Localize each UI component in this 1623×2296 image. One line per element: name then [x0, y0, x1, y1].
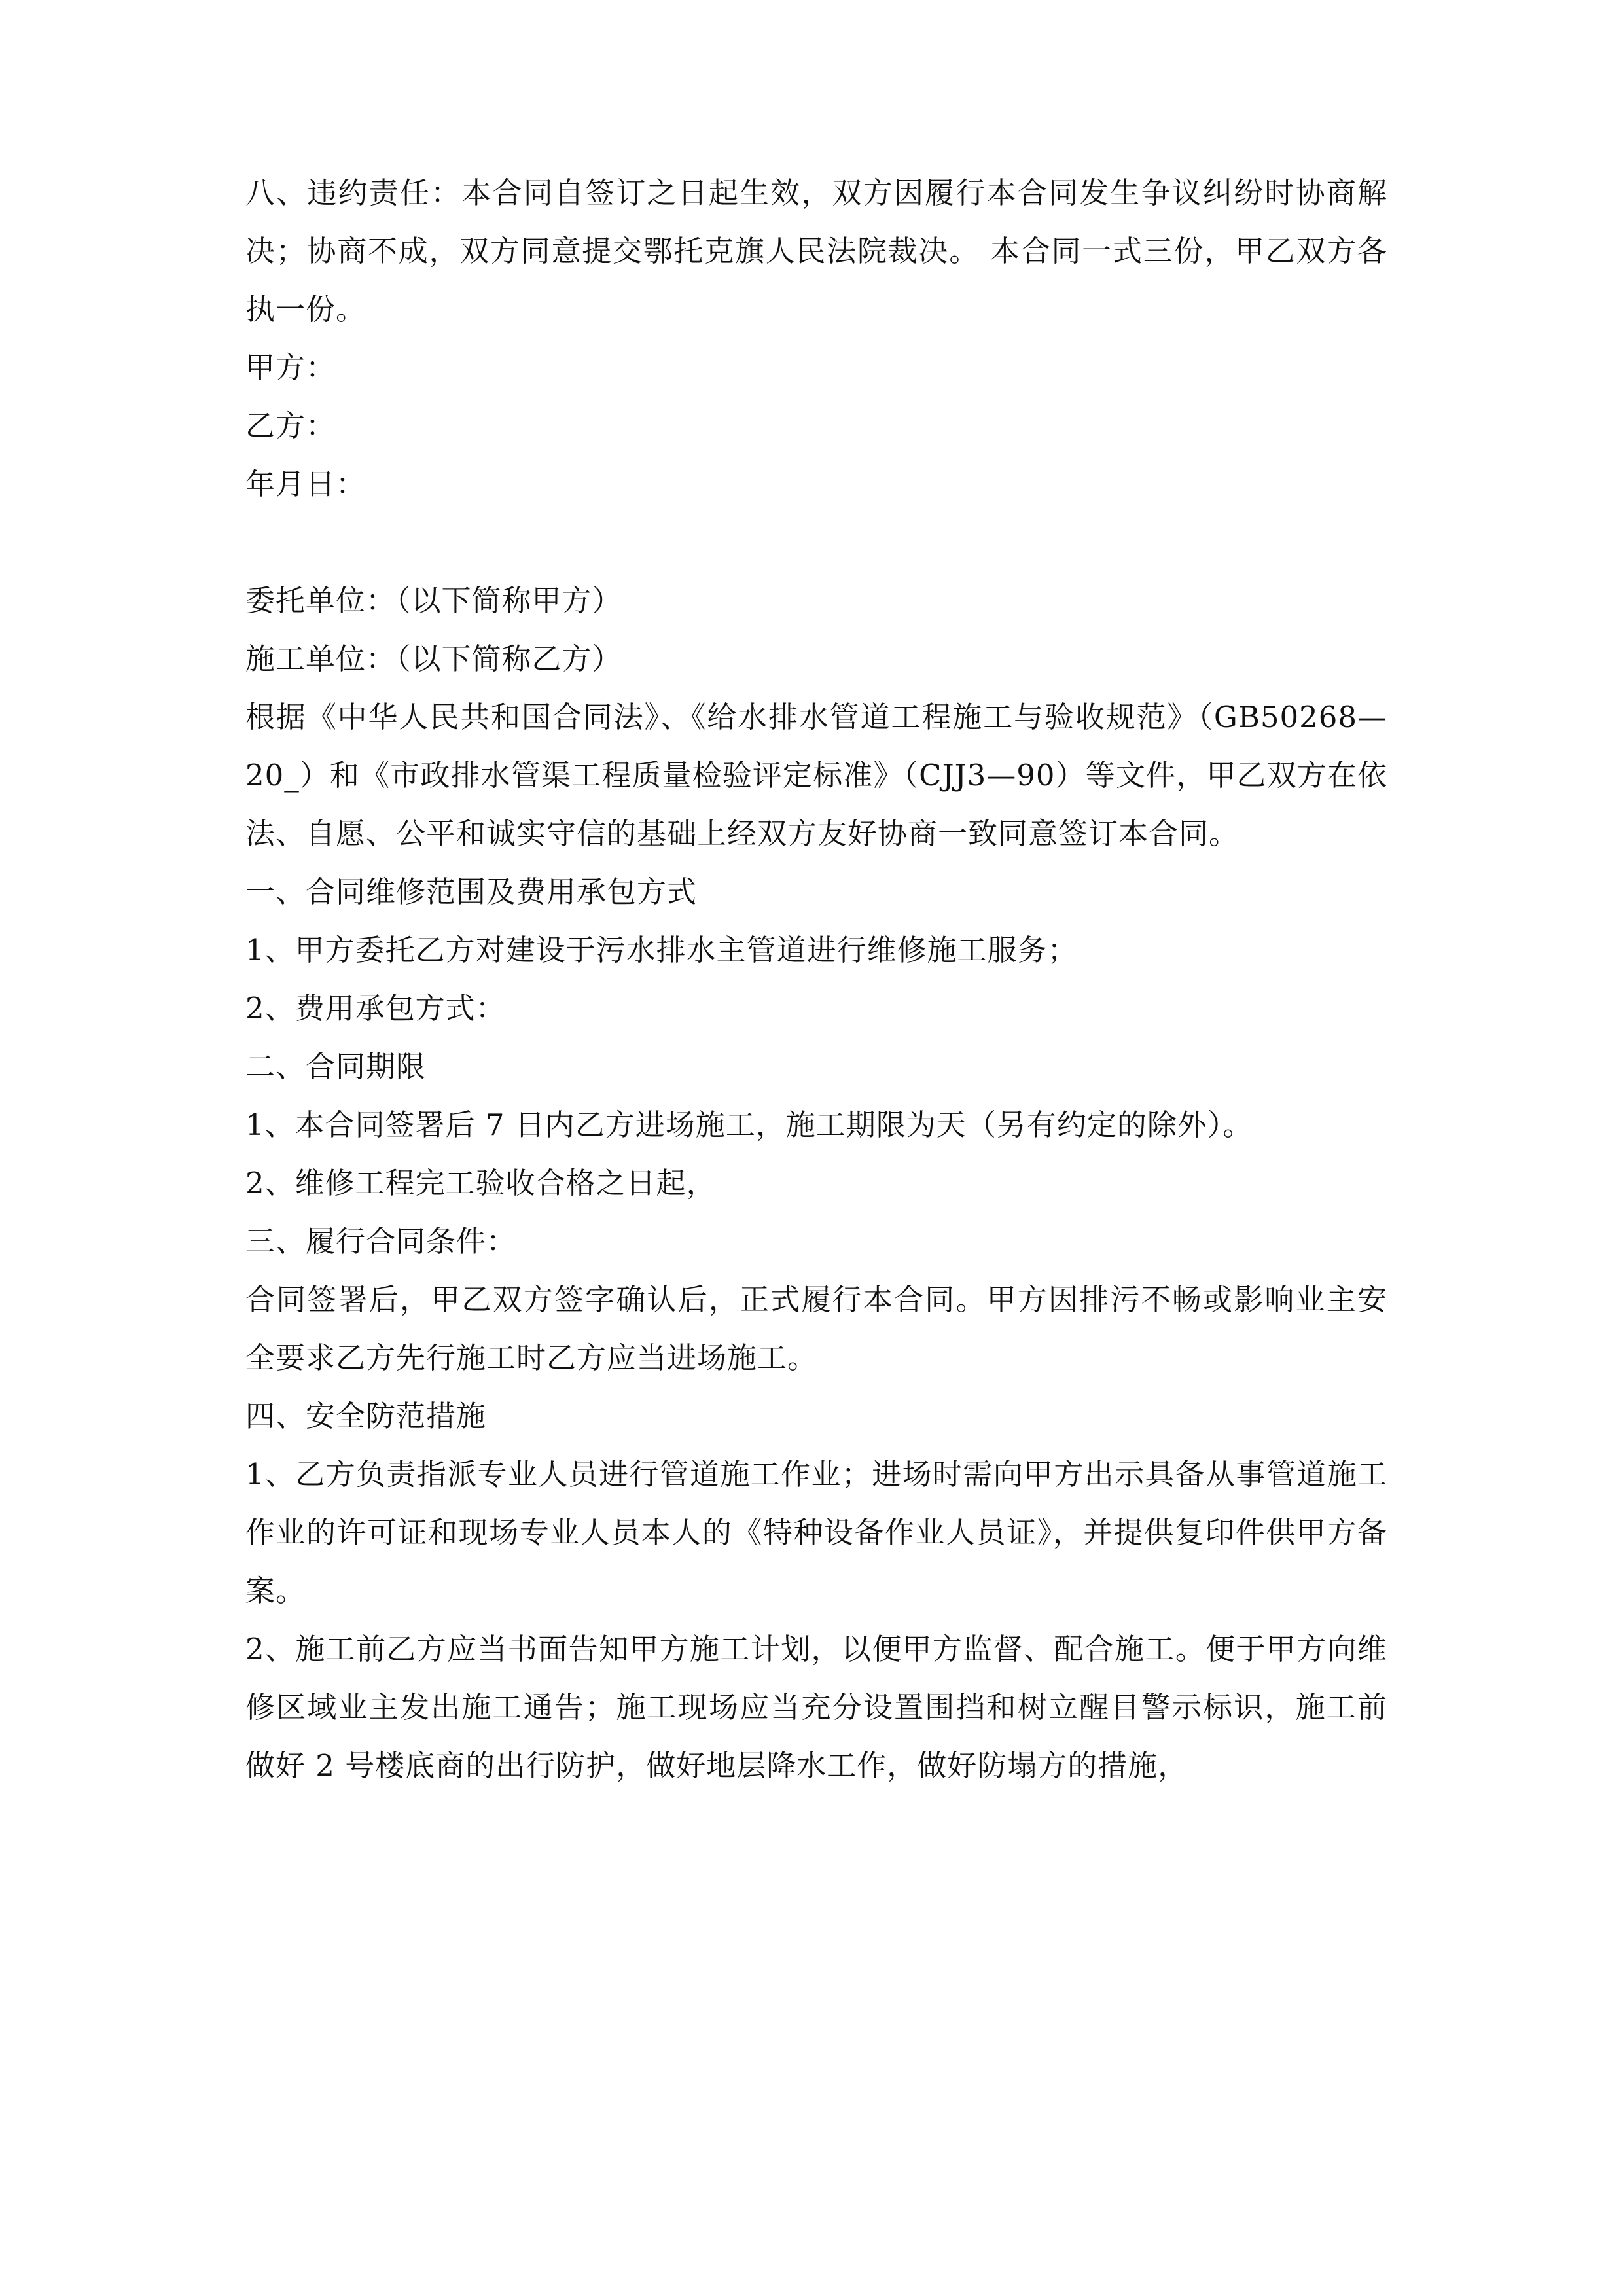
- section-3-paragraph: 合同签署后，甲乙双方签字确认后，正式履行本合同。甲方因排污不畅或影响业主安全要求乙方先行施工时乙方应当进场施工。: [245, 1282, 1387, 1375]
- date-line: 年月日：: [245, 467, 366, 501]
- section-3-heading: 三、履行合同条件：: [245, 1224, 517, 1259]
- section-4-item-2: 2、施工前乙方应当书面告知甲方施工计划，以便甲方监督、配合施工。便于甲方向维修区域业主发出施工通告；施工现场应当充分设置围挡和树立醒目警示标识，施工前做好 2 号楼底商的出行防护，做好地层降水工作，做好防塌方的措施，: [245, 1632, 1387, 1783]
- party-b-signature-line: 乙方：: [245, 408, 336, 443]
- document-body: [245, 164, 1387, 1795]
- section-4-item-1: 1、乙方负责指派专业人员进行管道施工作业；进场时需向甲方出示具备从事管道施工作业的许可证和现场专业人员本人的《特种设备作业人员证》，并提供复印件供甲方备案。: [245, 1457, 1387, 1608]
- section-1-item-2: 2、费用承包方式：: [245, 991, 506, 1026]
- construction-party-line: 施工单位：（以下简称乙方）: [245, 641, 622, 676]
- preamble-paragraph: 根据《中华人民共和国合同法》、《给水排水管道工程施工与验收规范》（GB50268—20_）和《市政排水管渠工程质量检验评定标准》（CJJ3—90）等文件，甲乙双方在依法、自愿、公平和诚实守信的基础上经双方友好协商一致同意签订本合同。: [245, 700, 1387, 851]
- section-4-heading: 四、安全防范措施: [245, 1399, 487, 1433]
- section-gap: [245, 513, 1387, 571]
- entrusting-party-line: 委托单位：（以下简称甲方）: [245, 583, 622, 618]
- section-2-item-2: 2、维修工程完工验收合格之日起，: [245, 1166, 717, 1200]
- section-2-item-1: 1、本合同签署后 7 日内乙方进场施工，施工期限为天（另有约定的除外）。: [245, 1107, 1253, 1142]
- section-2-heading: 二、合同期限: [245, 1049, 427, 1084]
- party-a-signature-line: 甲方：: [245, 350, 336, 385]
- section-1-item-1: 1、甲方委托乙方对建设于污水排水主管道进行维修施工服务；: [245, 933, 1078, 967]
- clause-8-breach-liability: 八、违约责任：本合同自签订之日起生效，双方因履行本合同发生争议纠纷时协商解决；协商不成，双方同意提交鄂托克旗人民法院裁决。 本合同一式三份，甲乙双方各执一份。: [245, 175, 1387, 327]
- section-1-heading: 一、合同维修范围及费用承包方式: [245, 874, 698, 909]
